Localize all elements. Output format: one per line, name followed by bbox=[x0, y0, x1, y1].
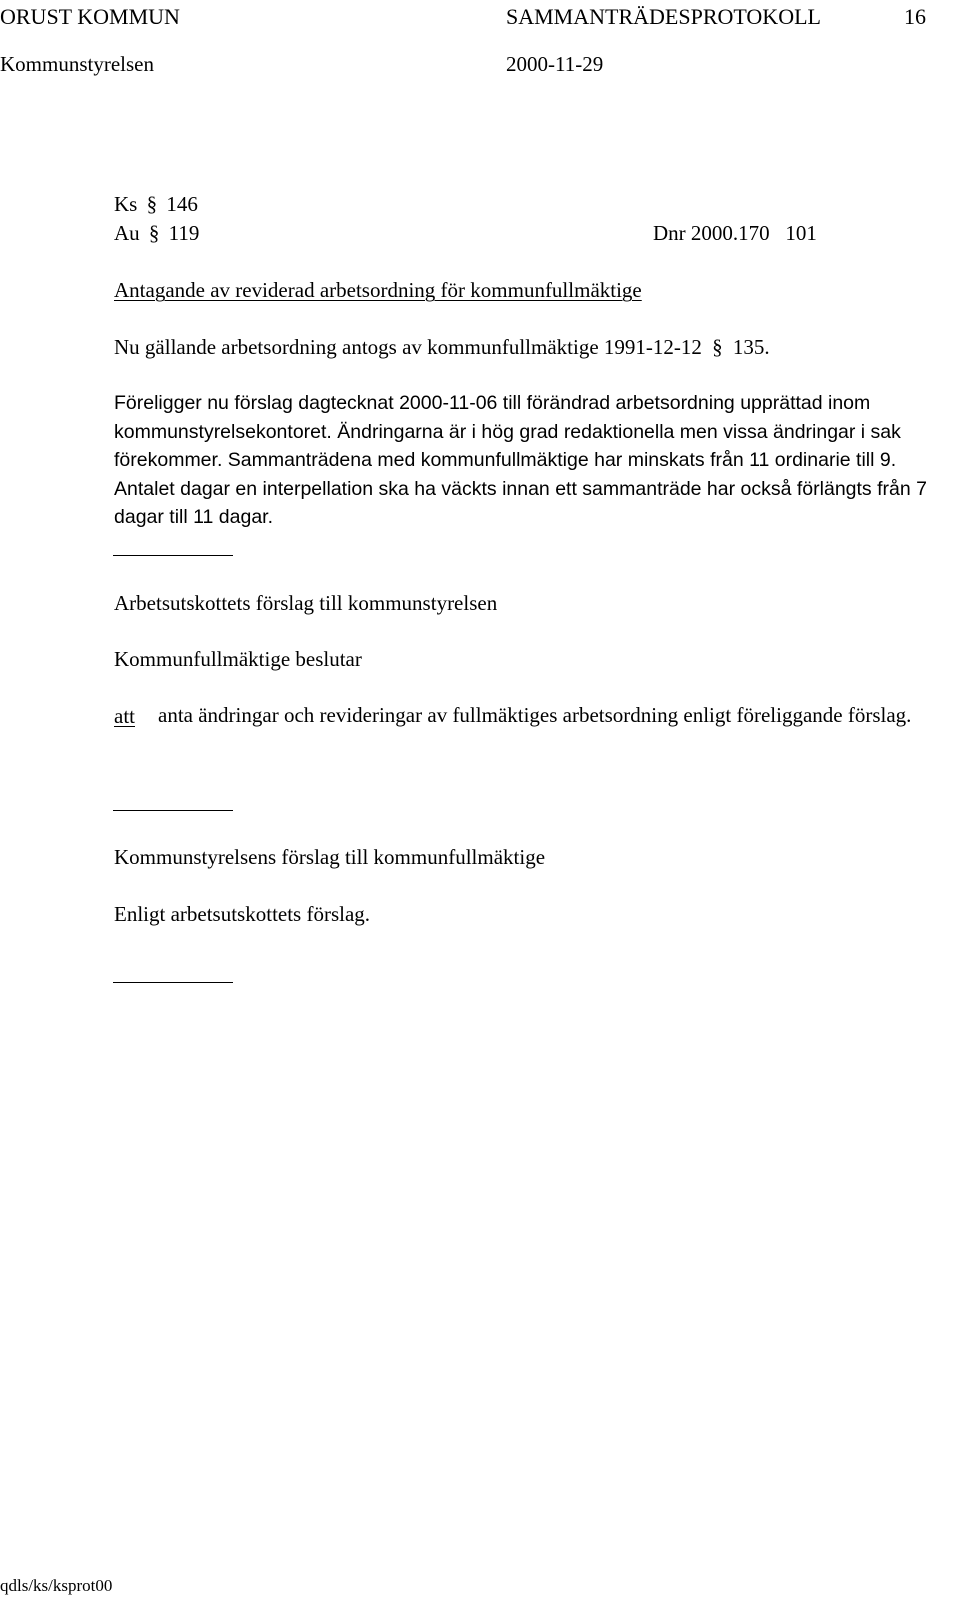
header-org: ORUST KOMMUN bbox=[0, 4, 180, 29]
au-label: Au bbox=[114, 221, 140, 245]
document-title: Antagande av reviderad arbetsordning för kommunfullmäktige bbox=[114, 278, 642, 302]
header-doc-type: SAMMANTRÄDESPROTOKOLL bbox=[506, 4, 821, 29]
dnr: Dnr 2000.170 101 bbox=[653, 221, 817, 245]
decides-line: Kommunfullmäktige beslutar bbox=[114, 647, 362, 671]
intro-prefix: Nu gällande arbetsordning antogs av kommunfullmäktige 1991-12-12 bbox=[114, 335, 702, 359]
ks-label: Ks bbox=[114, 192, 138, 216]
section-sign-icon: § bbox=[148, 221, 160, 245]
divider bbox=[113, 810, 233, 811]
ks-case-line bbox=[114, 194, 198, 215]
divider bbox=[113, 982, 233, 983]
header-body: Kommunstyrelsen bbox=[0, 52, 154, 76]
att-label: att bbox=[114, 704, 135, 728]
section-sign-icon: § bbox=[146, 192, 158, 216]
divider bbox=[113, 555, 233, 556]
intro-suffix: 135. bbox=[732, 335, 770, 359]
header-page-number: 16 bbox=[904, 4, 926, 29]
header-date: 2000-11-29 bbox=[506, 52, 604, 76]
au-proposal-heading: Arbetsutskottets förslag till kommunstyrelsen bbox=[114, 591, 498, 615]
ks-proposal-heading: Kommunstyrelsens förslag till kommunfullmäktige bbox=[114, 845, 546, 869]
footer-path: qdls/ks/ksprot00 bbox=[0, 1576, 113, 1595]
au-number: 119 bbox=[168, 221, 200, 245]
ks-proposal-text: Enligt arbetsutskottets förslag. bbox=[114, 902, 371, 926]
au-case-line bbox=[114, 223, 199, 244]
intro-paragraph: Föreligger nu förslag dagtecknat 2000-11-06 till förändrad arbetsordning upprättad inom kommunstyrelsekontoret. Ändringarna är i hög grad redaktionella men vissa ändringar i sak förekommer. Sammanträdena med kommunfullmäktige har minskats från 11 ordinarie till 9. Antalet dagar en interpellation ska ha väckts innan ett sammanträde har också förlängts från 7 dagar till 11 dagar. bbox=[114, 392, 927, 528]
section-sign-icon: § bbox=[712, 335, 723, 359]
intro-line bbox=[114, 337, 770, 358]
ks-number: 146 bbox=[166, 192, 198, 216]
att-text: anta ändringar och revideringar av fullmäktiges arbetsordning enligt föreliggande förslag. bbox=[158, 703, 912, 727]
